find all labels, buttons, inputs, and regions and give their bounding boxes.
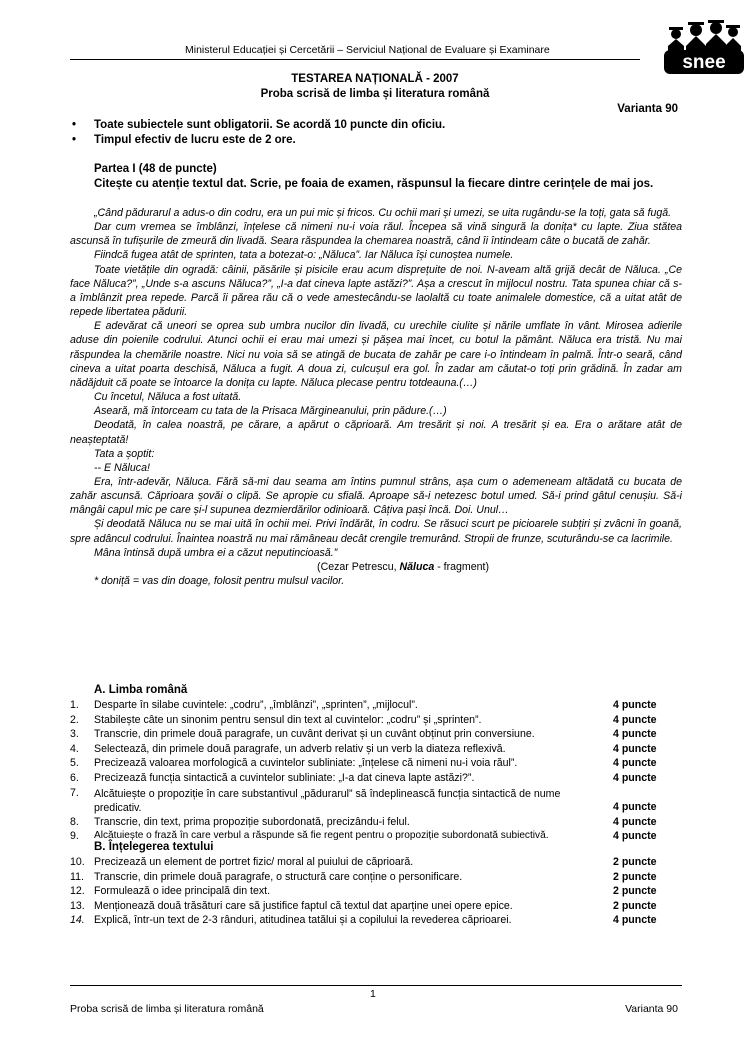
question-number: 3. [70, 728, 79, 741]
question-points: 4 puncte [613, 801, 657, 814]
question-text: Precizează un element de portret fizic/ moral al puiului de căprioară. [94, 856, 414, 868]
question-points: 2 puncte [613, 899, 657, 912]
passage-paragraph: Deodată, în calea noastră, pe cărare, a apărut o căprioară. Am tresărit și noi. A tresărit și ea. Era o arătare atât de neașteptată! [70, 419, 682, 446]
logo-text: snee [682, 52, 726, 73]
source-suffix: - fragment) [437, 560, 489, 573]
ministry-header: Ministerul Educației și Cercetării – Serviciul Național de Evaluare și Examinare [185, 44, 550, 56]
footer-right: Varianta 90 [625, 1003, 678, 1015]
passage-footnote: * doniță = vas din doage, folosit pentru mulsul vacilor. [94, 575, 345, 588]
passage-paragraph: Și deodată Năluca nu se mai uită în ochii mei. Privi îndărăt, în codru. Se răsuci scurt pe picioarele subțiri și zvâcni în goană, spre adâncul codrului. Înaintea noastră nu mai rămâneau decât crengile tremurând. Stropii de frunze, scuturându-se ca lacrimile. [70, 518, 682, 545]
question-text: Precizează funcția sintactică a cuvintelor subliniate: „I-a dat cineva lapte astăzi?”. [94, 771, 475, 784]
question-number: 4. [70, 742, 79, 755]
question-points: 2 puncte [613, 885, 657, 898]
question-number: 10. [70, 856, 85, 868]
question-text: Menționează două trăsături care să justifice faptul că textul dat aparține unei opere epice. [94, 899, 513, 912]
passage-paragraph: Aseară, mă întorceam cu tata de la Prisaca Mărgineanului, prin pădure.(…) [94, 405, 447, 418]
question-number: 14. [70, 914, 85, 927]
question-text: Precizează valoarea morfologică a cuvintelor subliniate: „înțelese că nimeni nu-i voia răul”. [94, 757, 518, 770]
footer-rule [70, 985, 682, 986]
question-number: 12. [70, 885, 85, 898]
question-text: Transcrie, din primele două paragrafe, un cuvânt derivat și un cuvânt obținut prin conversiune. [94, 728, 535, 741]
question-item [70, 871, 670, 886]
question-item [70, 816, 670, 831]
question-number: 7. [70, 786, 79, 799]
question-item [70, 900, 670, 915]
question-text: Stabilește câte un sinonim pentru sensul din text al cuvintelor: „codru” și „sprinten”. [94, 713, 482, 726]
question-points: 4 puncte [613, 728, 657, 741]
question-item [70, 699, 670, 714]
question-text: Selectează, din primele două paragrafe, un adverb relativ și un verb la diateza reflexivă. [94, 742, 506, 755]
section-a-heading: A. Limba română [94, 684, 188, 696]
question-number: 1. [70, 699, 79, 711]
reading-passage [70, 206, 682, 588]
passage-paragraph: Fiindcă fugea atât de sprinten, tata a botezat-o: „Năluca”. Iar Năluca își cunoștea numele. [94, 249, 514, 262]
question-item [70, 757, 670, 772]
source-author: (Cezar Petrescu, [317, 560, 397, 573]
section-a-questions [70, 699, 670, 845]
question-points: 4 puncte [613, 815, 657, 828]
passage-source [70, 560, 682, 574]
question-item [70, 714, 670, 729]
question-text: Transcrie, din text, prima propoziție subordonată, precizându-i felul. [94, 815, 410, 828]
header-rule [70, 59, 640, 60]
question-points: 4 puncte [613, 830, 657, 843]
question-number: 6. [70, 771, 79, 784]
question-points: 4 puncte [613, 771, 657, 784]
question-text: Transcrie, din primele două paragrafe, o structură care conține o personificare. [94, 870, 463, 883]
question-number: 13. [70, 899, 85, 912]
question-text: Explică, într-un text de 2-3 rânduri, atitudinea tatălui și a copilului la revederea căprioarei. [94, 914, 512, 927]
question-points: 4 puncte [613, 757, 657, 770]
question-item [70, 728, 670, 743]
question-points: 4 puncte [613, 699, 657, 711]
question-points: 2 puncte [613, 870, 657, 883]
question-points: 4 puncte [613, 742, 657, 755]
passage-paragraph: -- E Năluca! [94, 461, 150, 474]
question-number: 8. [70, 815, 79, 828]
question-item [70, 787, 670, 816]
question-points: 4 puncte [613, 914, 657, 927]
part-instruction: Citește cu atenție textul dat. Scrie, pe foaia de examen, răspunsul la fiecare dintre cerințele de mai jos. [94, 178, 654, 190]
question-item [70, 743, 670, 758]
question-points: 2 puncte [613, 856, 657, 868]
question-item [70, 914, 670, 929]
exam-title: TESTAREA NAȚIONALĂ - 2007 [291, 73, 459, 85]
question-number: 5. [70, 757, 79, 770]
snee-logo [662, 16, 746, 76]
question-item [70, 885, 670, 900]
passage-paragraph: E adevărat că uneori se oprea sub umbra nucilor din livadă, cu urechile ciulite și nările umflate în vânt. Mirosea adierile aduse din poienile codrului. Atunci ochii ei erau mai umezi și pășea mai încet, cu botul la pământ. Năluca era tristă. Nu mai răspundea la chemările noastre. Nici nu voia să se atingă de bucata de zahăr pe care i-o întindeam în palmă. Într-o seară, când cineva a uitat poarta deschisă, Năluca a fugit. A doua zi, culcușul era gol. În zadar am căutat-o toți prin grădină. În zadar am nădăjduit că poate se întoarce la donița cu lapte. Năluca plecase pentru totdeauna.(…) [70, 320, 682, 389]
passage-paragraph: Mâna întinsă după umbra ei a căzut neputincioasă.” [94, 546, 338, 559]
page-number: 1 [370, 988, 376, 1000]
passage-paragraph: Cu încetul, Năluca a fost uitată. [94, 391, 242, 404]
variant-label: Varianta 90 [617, 103, 678, 115]
question-text: Desparte în silabe cuvintele: „codru”, „îmblânzi”, „sprinten”, „mijlocul”. [94, 699, 418, 711]
section-b-heading: B. Înțelegerea textului [94, 841, 214, 853]
question-points: 4 puncte [613, 713, 657, 726]
part-heading: Partea I (48 de puncte) [94, 163, 217, 175]
passage-paragraph: Toate vietățile din ogradă: câinii, păsările și pisicile erau acum disprețuite de noi. N-aveam altă grijă decât de Năluca. „Ce face Năluca?”, „Unde s-a ascuns Năluca?”, „I-a dat cineva lapte astăzi?”. Așa a crescut în mijlocul nostru. Tata spunea chiar că s-a îmblânzit prea repede. Parcă îi părea rău că o vede amestecându-se laolaltă cu toate animalele domestice, că a uitat atât de repede libertatea pădurii. [70, 263, 682, 319]
question-number: 11. [70, 870, 84, 883]
section-b-questions [70, 856, 670, 929]
rule-item: • Timpul efectiv de lucru este de 2 ore. [70, 134, 690, 149]
passage-paragraph: Dar cum vremea se îmblânzi, înțelese că nimeni nu-i voia răul. Începea să vină singură la donița* cu lapte. Ziua stătea ascunsă în tufișurile de zmeură din livadă. Seara răspundea la chemarea noastră, când îi întindeam câte o bucată de zahăr. [70, 221, 682, 248]
exam-subtitle: Proba scrisă de limba și literatura română [260, 88, 490, 100]
question-text: Alcătuiește o frază în care verbul a răspunde să fie regent pentru o propoziție subordonată subiectivă. [94, 830, 549, 842]
passage-paragraph: „Când pădurarul a adus-o din codru, era un pui mic și fricos. Cu ochii mari și umezi, se uita rugându-se la toți, gata să fugă. [94, 207, 672, 219]
question-number: 2. [70, 713, 79, 726]
rules-list [70, 119, 690, 149]
footer-left: Proba scrisă de limba și literatura română [70, 1003, 264, 1015]
question-text: Formulează o idee principală din text. [94, 885, 271, 898]
question-text: Alcătuiește o propoziție în care substantivul „pădurarul” să îndeplinească funcția sintactică de nume predicativ. [94, 787, 561, 815]
question-number: 9. [70, 830, 79, 843]
rule-item: • Toate subiectele sunt obligatorii. Se acordă 10 puncte din oficiu. [70, 119, 690, 134]
passage-paragraph: Tata a șoptit: [94, 447, 155, 460]
question-item [70, 772, 670, 787]
source-work: Năluca [399, 560, 435, 573]
passage-paragraph: Era, într-adevăr, Năluca. Fără să-mi dau seama am întins pumnul strâns, așa cum o ademeneam altădată cu bucata de zahăr ascunsă. Căprioara șovăi o clipă. Se apropie cu sfială. Aproape să-i netezesc botul umed. Să-i prind gâtul cenușiu. Să-i mângâi capul mic pe care și-l supunea dezmierdărilor odinioară. Câțiva pași încă. Doi. Unul… [70, 475, 682, 517]
question-item [70, 856, 670, 871]
